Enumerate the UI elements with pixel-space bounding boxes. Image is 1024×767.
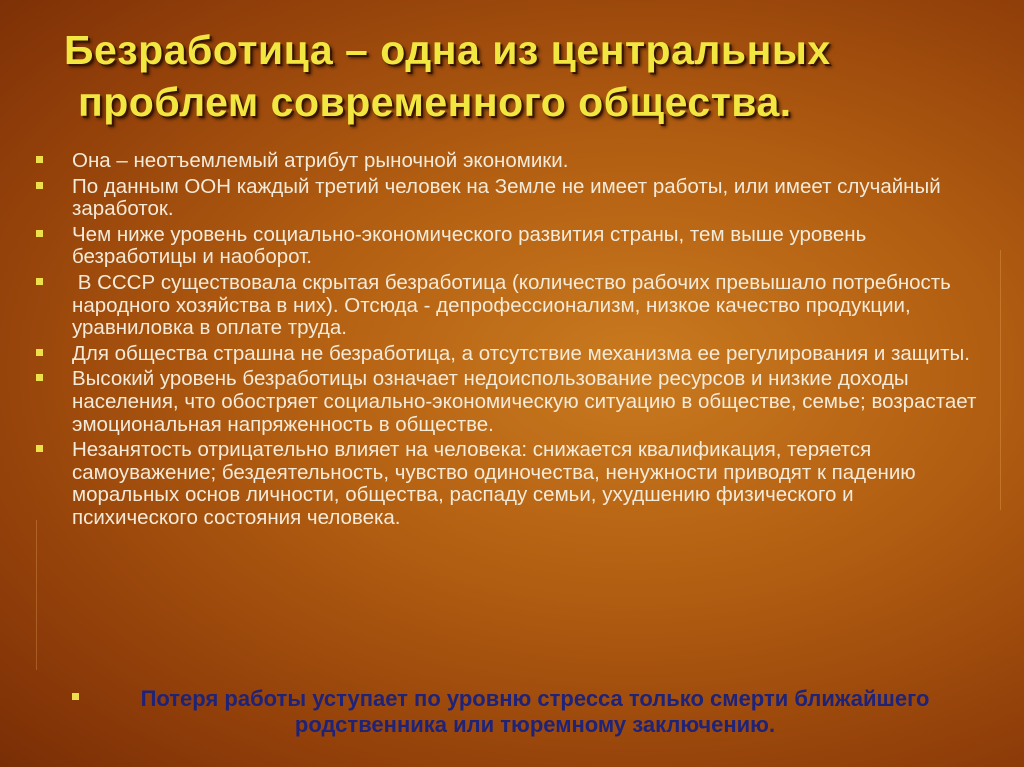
bullet-item <box>34 439 984 529</box>
bullet-square-icon <box>36 230 43 237</box>
bullet-item <box>34 343 984 366</box>
bullet-item <box>34 150 984 173</box>
title-line: Безработица – одна из центральных <box>64 27 831 73</box>
highlight-statement <box>70 686 1000 738</box>
bullet-text: Высокий уровень безработицы означает недоиспользование ресурсов и низкие доходы населения, что обостряет социально-экономическую ситуацию в обществе, семье; возрастает эмоциональная напряженность в обществе. <box>72 367 977 436</box>
bullet-text: Для общества страшна не безработица, а отсутствие механизма ее регулирования и защиты. <box>72 341 970 365</box>
bullet-square-icon <box>36 349 43 356</box>
bullet-item <box>34 368 984 436</box>
bullet-square-icon <box>36 445 43 452</box>
bullet-square-icon <box>36 182 43 189</box>
bullet-text: Незанятость отрицательно влияет на человека: снижается квалификация, теряется самоуважение; бездеятельность, чувство одиночества, ненужности приводят к падению моральных основ личности, общества, распаду семьи, ухудшению физического и психического состояния человека. <box>72 438 916 529</box>
highlight-text: Потеря работы уступает по уровню стресса только смерти ближайшего родственника или тюремному заключению. <box>140 686 930 737</box>
bullet-text: В СССР существовала скрытая безработица (количество рабочих превышало потребность народного хозяйства в них). Отсюда - депрофессионализм, низкое качество продукции, уравниловка в оплате труда. <box>72 270 957 340</box>
bullet-item <box>34 224 984 269</box>
bullet-square-icon <box>36 156 43 163</box>
bullet-text: Чем ниже уровень социально-экономического развития страны, тем выше уровень безработицы и наоборот. <box>72 222 867 269</box>
bullet-square-icon <box>72 693 79 700</box>
background-stroke <box>36 520 37 670</box>
bullet-item <box>34 176 984 221</box>
slide-title <box>64 24 1014 128</box>
bullet-text: Она – неотъемлемый атрибут рыночной экономики. <box>72 149 569 172</box>
bullet-list <box>34 150 984 533</box>
bullet-item <box>34 272 984 340</box>
background-stroke <box>1000 250 1001 510</box>
bullet-square-icon <box>36 374 43 381</box>
title-line: проблем современного общества. <box>78 79 792 125</box>
bullet-square-icon <box>36 278 43 285</box>
bullet-text: По данным ООН каждый третий человек на Земле не имеет работы, или имеет случайный заработок. <box>72 174 941 221</box>
